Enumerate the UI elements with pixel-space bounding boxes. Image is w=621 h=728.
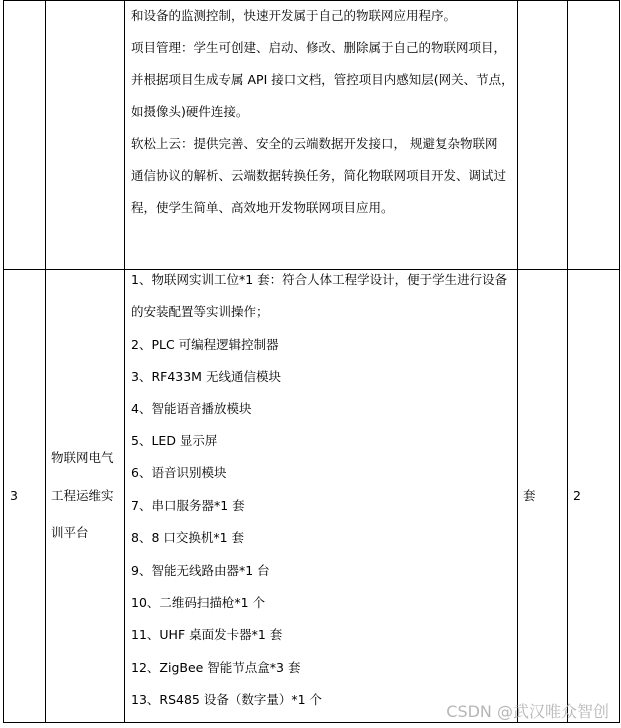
spec-line: 4、智能语音播放模块	[131, 401, 252, 416]
table-border	[3, 0, 4, 723]
watermark: CSDN @武汉唯众智创	[446, 702, 609, 721]
table-border	[3, 269, 620, 270]
row-index: 3	[10, 488, 18, 503]
spec-line: 10、二维码扫描枪*1 个	[131, 595, 266, 610]
quantity: 2	[573, 488, 581, 503]
spec-line: 8、8 口交换机*1 套	[131, 530, 245, 545]
product-name-line: 训平台	[51, 525, 89, 540]
spec-line: 1、物联网实训工位*1 套：符合人体工程学设计，便于学生进行设备	[131, 272, 508, 287]
product-name-line: 物联网电气	[51, 450, 114, 465]
spec-line: 11、UHF 桌面发卡器*1 套	[131, 627, 283, 642]
table-border	[619, 0, 620, 723]
description-line: 通信协议的解析、云端数据转换任务，简化物联网项目开发、调试过	[131, 168, 507, 183]
table-border	[567, 0, 568, 723]
spec-line: 的安装配置等实训操作；	[131, 304, 269, 319]
table-border	[3, 0, 620, 1]
table-border	[3, 722, 620, 723]
description-line: 项目管理：学生可创建、启动、修改、删除属于自己的物联网项目，	[131, 40, 507, 55]
description-line: 并根据项目生成专属 API 接口文档，管控项目内感知层(网关、节点，	[131, 72, 514, 87]
spec-line: 5、LED 显示屏	[131, 433, 218, 448]
spec-line: 9、智能无线路由器*1 台	[131, 563, 270, 578]
spec-line: 7、串口服务器*1 套	[131, 498, 245, 513]
spec-line: 13、RS485 设备（数字量）*1 个	[131, 692, 323, 707]
table-border	[124, 0, 125, 723]
description-line: 如摄像头)硬件连接。	[131, 104, 249, 119]
table-border	[517, 0, 518, 723]
unit: 套	[523, 488, 536, 503]
spec-line: 12、ZigBee 智能节点盒*3 套	[131, 660, 301, 675]
description-line: 软松上云：提供完善、安全的云端数据开发接口， 规避复杂物联网	[131, 136, 498, 151]
spec-line: 2、PLC 可编程逻辑控制器	[131, 337, 279, 352]
table-border	[45, 0, 46, 723]
spec-line: 3、RF433M 无线通信模块	[131, 369, 281, 384]
product-name-line: 工程运维实	[51, 488, 114, 503]
description-line: 程，使学生简单、高效地开发物联网项目应用。	[131, 200, 394, 215]
description-line: 和设备的监测控制，快速开发属于自己的物联网应用程序。	[131, 8, 457, 23]
spec-line: 6、语音识别模块	[131, 465, 227, 480]
